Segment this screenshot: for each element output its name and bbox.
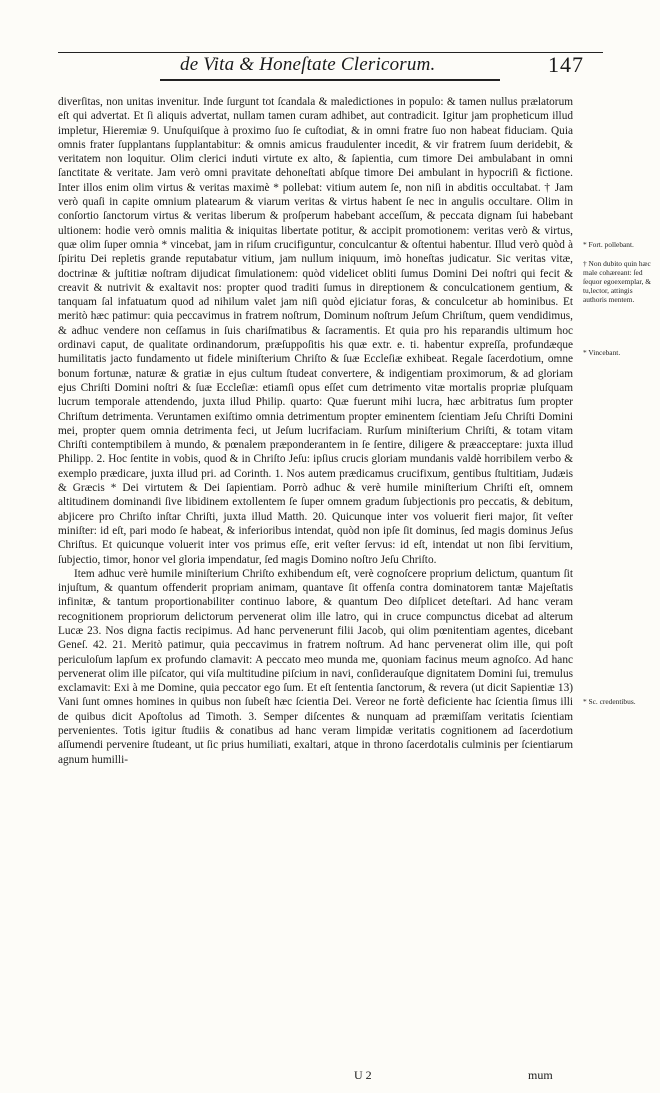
margin-note-vincebant: * Vincebant.	[583, 348, 621, 357]
header-underline	[160, 79, 500, 81]
header-rule	[58, 52, 603, 53]
running-head: de Vita & Honeſtate Clericorum.	[180, 54, 436, 75]
main-text	[58, 95, 573, 767]
margin-note-fort-pollebant: * Fort. pollebant.	[583, 240, 634, 249]
margin-note-non-dubito: † Non dubito quin hæc male cohæreant: ſed ſequor egoexemplar, & tu,lector, attingis authoris mentem.	[583, 259, 652, 304]
page-number: 147	[548, 52, 584, 77]
paragraph-2: Item adhuc verè humile miniſterium Chriſto exhibendum eſt, verè cognoſcere proprium delictum, quantum ſit injuſtum, & quantum offenderit propriam animam, quantave ſit offenſa contra dominatorem tantæ Majeſtatis infinitæ, & tantum proportionabiliter continuo labore, & quantum Deo diſplicet deteſtari. Ad hanc veram recognitionem propriorum delictorum pervenerat olim ille latro, qui in cruce compunctus dicebat ad alterum Lucæ 23. Nos digna factis recipimus. Ad hanc pervenerunt filii Jacob, qui olim pœnitentiam agentes, dicebant Geneſ. 42. 21. Meritò patimur, quia peccavimus in fratrem noſtrum. Ad hanc pervenerat olim ille, qui poſt periculoſum lapſum ex profundo clamavit: A peccato meo munda me, quoniam facinus meum agnoſco. Ad hanc pervenerat olim ille piſcator, qui viſa multitudine piſcium in navi, conſiderauſque dignitatem Domini ſui, tremulus exclamavit: Exi à me Domine, quia peccator ego ſum. Et eſt ſententia ſanctorum, & revera (ut dicit Sapientiæ 13) Vani ſunt omnes homines in quibus non ſubeſt hæc ſcientia Dei. Vereor ne fortè deficiente hac ſcientia ſimus illi de quibus dicit Apoſtolus ad Timoth. 3. Semper diſcentes & nunquam ad præmiſſam veritatis ſcientiam pervenientes. Totis igitur ſtudiis & conatibus ad hanc veram limpidæ veritatis cognitionem ad ſacerdotium aſſumendi pervenire ſtudeant, ut ſic prius humiliati, exaltari, atque in throno ſacerdotalis culminis per ſcientiarum agnum humilli-	[58, 567, 573, 766]
signature-mark: U 2	[354, 1068, 372, 1082]
paragraph-1: diverſitas, non unitas invenitur. Inde ſurgunt tot ſcandala & maledictiones in populo: & tamen nullus prælatorum eſt qui advertat. Et ſi aliquis advertat, nullam tamen curam adhibet, aut contradicit. Igitur jam propheticum illud impletur, Hieremiæ 9. Unuſquiſque à proximo ſuo ſe cuſtodiat, & in omni fratre ſuo non habeat fiduciam. Quia omnis frater ſupplantans ſupplantabitur: & omnis amicus fraudulenter incedit, & vir fratrem ſuum deridebit, & veritatem non loquitur. Olim clerici induti virtute ex alto, & ſapientia, cum timore Dei ambulabant in omni ſanctitate & veritate. Jam verò omni pravitate dehoneſtati abſque timore Dei ambulant in hypocriſi & fictione. Inter illos enim olim virtus & veritas maximè * pollebat: vitium autem ſe, non niſi in abditis occultabat. † Jam verò quaſi in capite omnium platearum & viarum veritas & virtus habent ſe nec in angulis occultare. Olim in conſortio ſanctorum virtus & veritas liberum & proſperum habebant acceſſum, & peccata dignam ſui habebant ultionem: hodie verò omnis malitia & iniquitas libertate potitur, & accipit promotionem: veritas verò & virtus, quæ olim ſuper omnia * vincebat, jam in riſum crucifiguntur, conculcantur & oſtentui habentur. Illud verò quòd à ſpiritu Dei repletis grande reputabatur vitium, jam nullum iniquum, imò honeſtas judicatur. Sic veritas vitæ, doctrinæ & juſtitiæ noſtram dijudicat ſimulationem: quòd videlicet obliti ſumus Domini Dei noſtri qui fecit & creavit & nutrivit & exaltavit nos: propter quod traditi ſumus in direptionem & conculcationem gentium, & tanquam ſal infatuatum quod ad nihilum valet jam niſi quòd ejiciatur foras, & conculcetur ab hominibus. Et meritò hæc patimur: quia peccavimus in fratrem noſtrum, Dominum noſtrum Jeſum Chriſtum, quem vendidimus, & adhuc vendere non ceſſamus in ſuis chariſmatibus & ſacramentis. Et quia pro his reparandis ultimum hoc ordinavi caput, de qualitate ordinandorum, præſuppoſitis his quæ extr. e. ti. habentur expreſſa, profundæque humilitatis jacto fundamento ut fidele miniſterium Chriſto & ſuæ Eccleſiæ exhibeat. Regale ſacerdotium, omne bonum fortunæ, naturæ & gratiæ in ejus cultum ſtudeat convertere, & indigentiam proximorum, & ad gloriam ejus Chriſti Domini noſtri & ſuæ Eccleſiæ: etiamſi opus eſſet cum detrimento vitæ mortalis propriæ pluſquam lucrum temporale attendendo, juxta illud Philip. quarto: Quæ fuerunt mihi lucra, hæc arbitratus ſum propter Chriſtum detrimenta. Veruntamen exiſtimo omnia detrimentum propter eminentem ſcientiam Jeſu Chriſti Domini mei, propter quem omnia detrimenta feci, ut Jeſum lucrifaciam. Rurſum miniſterium Chriſti, & totam vitam Chriſti contemptibilem à mundo, & pœnalem præponderantem in ſe ſentire, diligere & præacceptare: juxta illud Philipp. 2. Hoc ſentite in vobis, quod & in Chriſto Jeſu: ipſius crucis gloriam mundanis valdè horribilem verbo & exemplo prædicare, juxta illud pri. ad Corinth. 1. Nos autem prædicamus crucifixum, gentibus ſtultitiam, Judæis & Græcis * Dei virtutem & Dei ſapientiam. Porrò adhuc & verè humile miniſterium Chriſti eſt, omnem altitudinem dominandi ſive libidinem extollentem ſe ſuper omnem gradum ſubjectionis pro peccatis, & debitum, abjicere pro Chriſto inſtar Chriſti, juxta illud Matth. 20. Quicunque inter vos voluerit fieri major, ſit veſter miniſter: id eſt, pari modo ſe habeat, & inferioribus intendat, quòd non ipſe ſit dominus, ſed magis dominus Jeſus Chriſtus. Et quicunque voluerit inter vos primus eſſe, erit veſter ſervus: id eſt, intendat ut non ſibi ſervitium, ſubjectio, timor, honor vel gloria impendatur, ſed magis Domino noſtro Jeſu Chriſto.	[58, 96, 573, 566]
margin-note-credentibus: * Sc. credentibus.	[583, 697, 636, 706]
catchword: mum	[528, 1068, 553, 1082]
